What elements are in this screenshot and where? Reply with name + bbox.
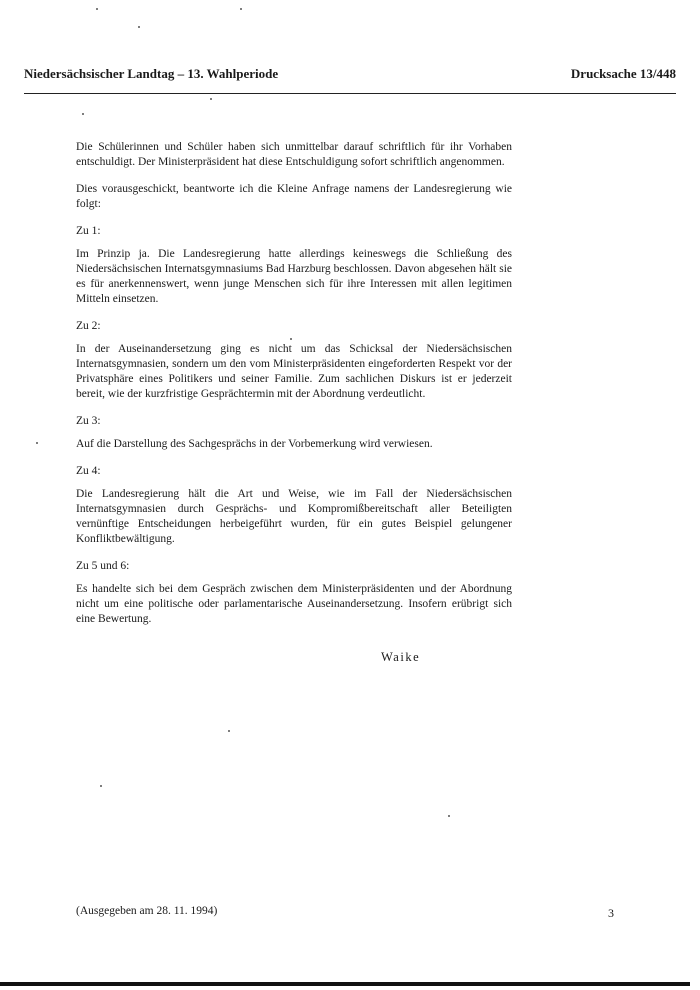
scan-speck bbox=[228, 730, 230, 732]
paragraph-intro-1: Die Schülerinnen und Schüler haben sich unmittelbar darauf schriftlich für ihr Vorhaben entschuldigt. Der Ministerpräsident hat diese Entschuldigung sofort schriftlich angenommen. bbox=[76, 141, 512, 168]
answer-5-6: Es handelte sich bei dem Gespräch zwischen dem Ministerpräsidenten und der Abordnung nicht um eine politische oder parlamentarische Auseinandersetzung. Insofern erübrigt sich eine Bewertung. bbox=[76, 583, 512, 625]
section-heading-5-6: Zu 5 und 6: bbox=[76, 560, 130, 572]
answer-2: In der Auseinandersetzung ging es nicht um das Schicksal der Niedersächsischen Internatsgymnasien, sondern um den vom Ministerpräsidenten eingeforderten Respekt vor der Privatsphäre eines Politikers und seiner Familie. Zum sachlichen Diskurs ist er jederzeit bereit, wie der kurzfristige Gesprächtermin mit der Abordnung verdeutlicht. bbox=[76, 343, 512, 400]
issue-date-note: (Ausgegeben am 28. 11. 1994) bbox=[76, 905, 218, 917]
section-heading-4: Zu 4: bbox=[76, 465, 101, 477]
section-heading-2: Zu 2: bbox=[76, 320, 101, 332]
page-header bbox=[24, 62, 676, 84]
scan-speck bbox=[448, 815, 450, 817]
document-body bbox=[76, 140, 512, 639]
answer-4: Die Landesregierung hält die Art und Weise, wie im Fall der Niedersächsischen Internatsgymnasien durch Gesprächs- und Kompromißbereitschaft aller Beteiligten vernünftige Entscheidungen herbeigeführt wurden, für ein gutes Beispiel gelungener Konfliktbewältigung. bbox=[76, 488, 512, 545]
scan-speck bbox=[100, 785, 102, 787]
answer-3: Auf die Darstellung des Sachgesprächs in der Vorbemerkung wird verwiesen. bbox=[76, 438, 433, 450]
bottom-edge-rule bbox=[0, 982, 690, 986]
scan-speck bbox=[82, 113, 84, 115]
scan-speck bbox=[240, 8, 242, 10]
scan-speck bbox=[138, 26, 140, 28]
signature: Waike bbox=[381, 650, 421, 664]
paragraph-intro-2: Dies vorausgeschickt, beantworte ich die Kleine Anfrage namens der Landesregierung wie folgt: bbox=[76, 183, 512, 210]
document-number: Drucksache 13/448 bbox=[570, 66, 676, 81]
section-heading-3: Zu 3: bbox=[76, 415, 101, 427]
section-heading-1: Zu 1: bbox=[76, 225, 101, 237]
header-title: Niedersächsischer Landtag – 13. Wahlperiode bbox=[24, 66, 279, 81]
page-number: 3 bbox=[608, 906, 614, 920]
header-rule bbox=[24, 93, 676, 94]
scan-speck bbox=[36, 442, 38, 444]
scan-speck bbox=[96, 8, 98, 10]
answer-1: Im Prinzip ja. Die Landesregierung hatte allerdings keineswegs die Schließung des Niedersächsischen Internatsgymnasiums Bad Harzburg beschlossen. Davon abgesehen hält sie es für anerkennenswert, wenn junge Menschen sich für ihre Interessen mit allen legitimen Mitteln einsetzen. bbox=[76, 248, 512, 305]
scan-speck bbox=[290, 338, 292, 340]
scan-speck bbox=[210, 98, 212, 100]
